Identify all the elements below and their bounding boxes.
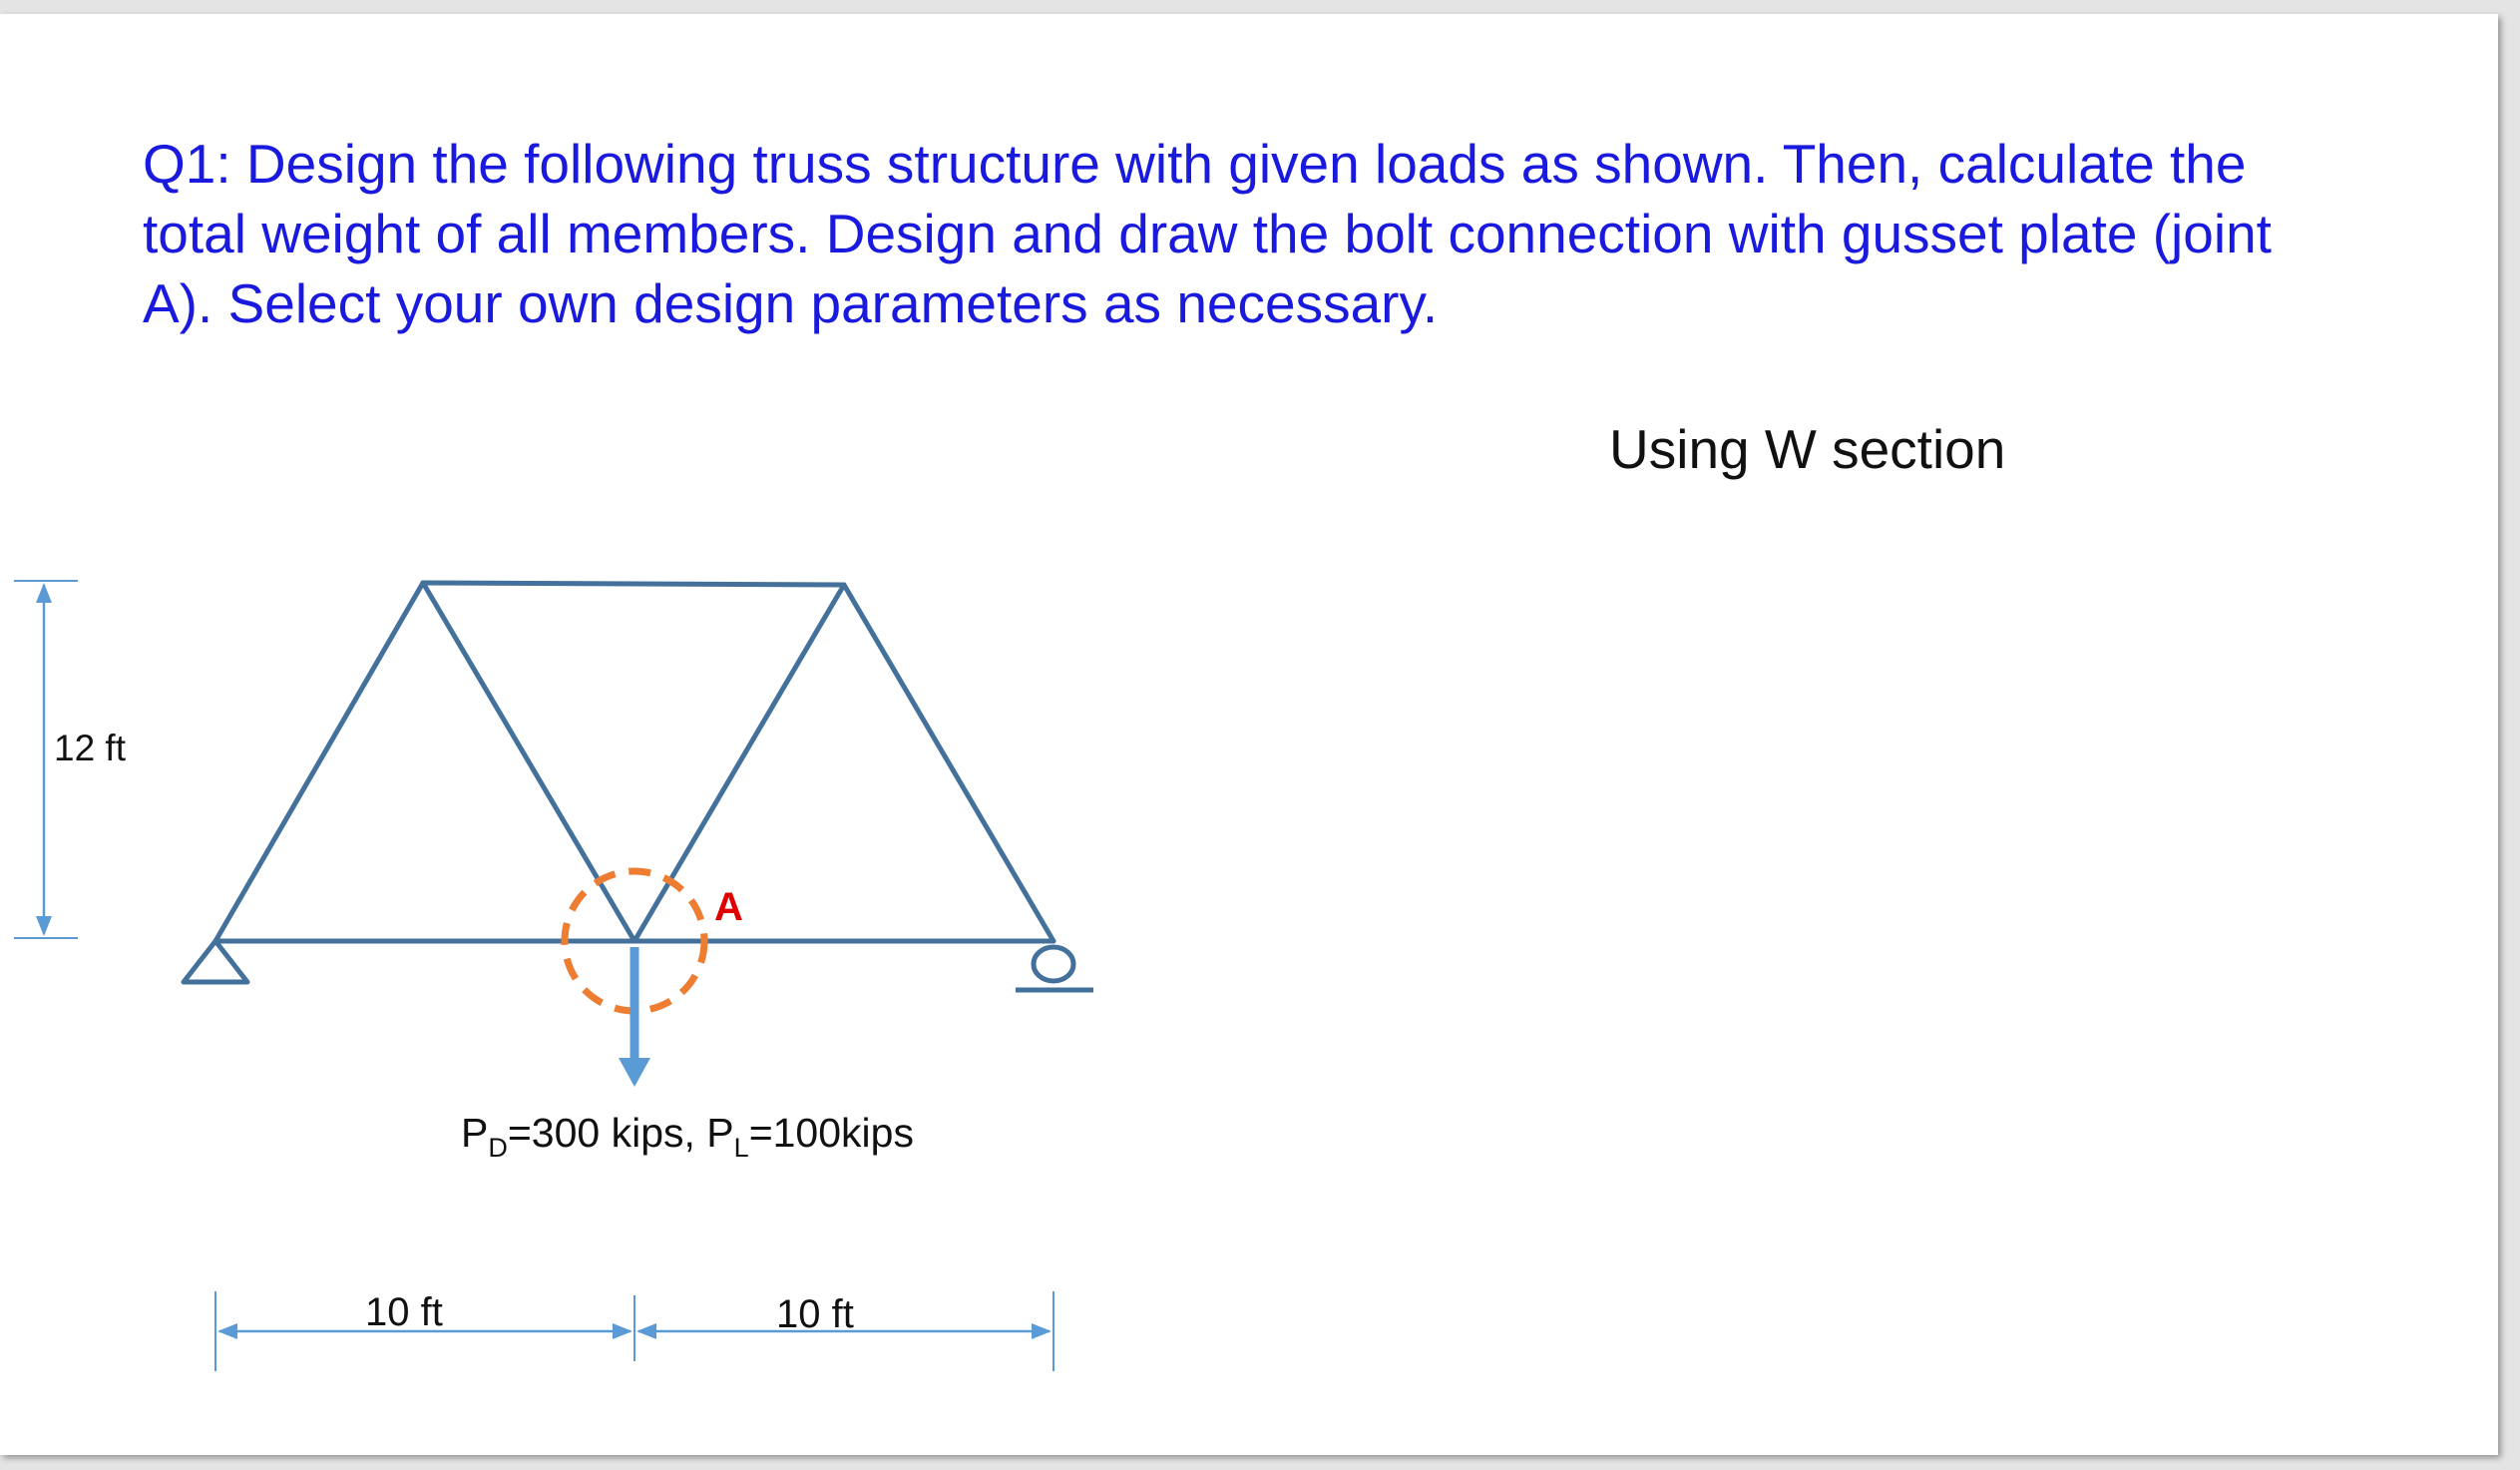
- slide: [0, 14, 2498, 1455]
- pin-support-triangle: [184, 941, 247, 982]
- dead-load-symbol: P: [461, 1110, 489, 1156]
- height-dimension: [14, 581, 127, 938]
- load-arrow: [619, 947, 650, 1087]
- live-load-value: =100kips: [748, 1110, 914, 1156]
- span-left-label: 10 ft: [365, 1290, 443, 1334]
- roller-support: [1016, 947, 1093, 990]
- load-arrow-head: [619, 1058, 650, 1087]
- height-label: 12 ft: [54, 728, 126, 768]
- load-label: [461, 1110, 914, 1163]
- truss-members: [215, 583, 1053, 941]
- question-text: Q1: Design the following truss structure with given loads as shown. Then, calculate the total weight of all members. Design and draw the bolt connection with gusset plate (joint A). Select your own design parameters as necessary.: [143, 133, 2272, 334]
- pin-support: [184, 941, 247, 982]
- joint-a-label: A: [714, 885, 743, 929]
- roller-circle: [1034, 947, 1073, 981]
- member-right-diagonal: [844, 585, 1053, 941]
- live-load-symbol: P: [706, 1110, 734, 1156]
- member-left-diagonal: [215, 583, 423, 941]
- dead-load-value: =300 kips,: [507, 1110, 707, 1156]
- truss-diagram: [0, 14, 2498, 1455]
- span-dimension: [215, 1290, 1053, 1371]
- member-top-chord: [423, 583, 844, 585]
- span-right-label: 10 ft: [776, 1292, 854, 1336]
- member-center-left-diagonal: [423, 583, 634, 941]
- dead-load-subscript: D: [488, 1133, 508, 1163]
- live-load-subscript: L: [733, 1133, 749, 1163]
- using-w-section-note: Using W section: [1609, 418, 2006, 480]
